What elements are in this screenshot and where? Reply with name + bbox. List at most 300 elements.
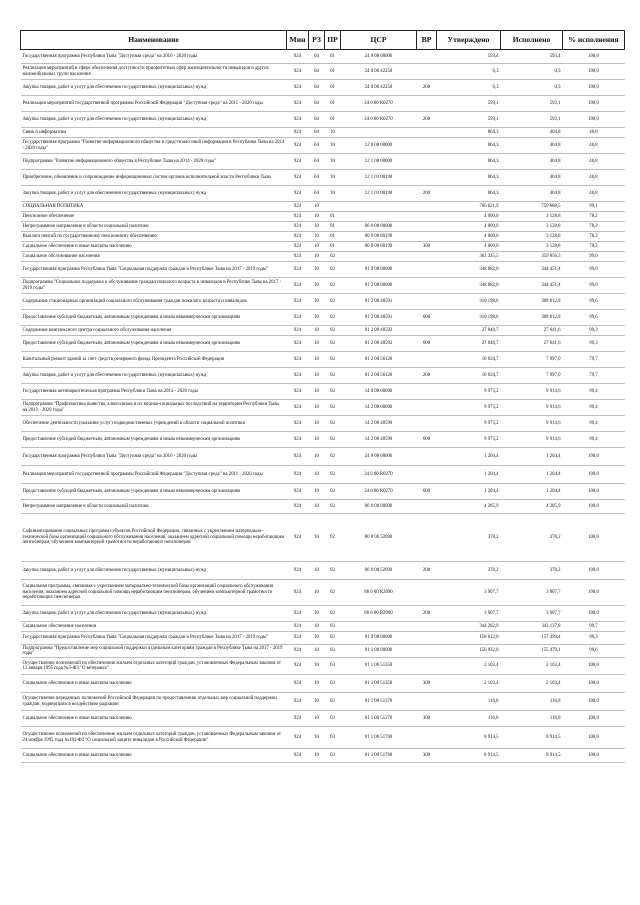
table-row	[21, 622, 625, 632]
row-csr: 01 1 00 51350	[341, 658, 417, 675]
row-csr: 01 1 00 51370	[341, 711, 417, 727]
table-row	[21, 232, 625, 242]
row-executed: 4 285,9	[501, 500, 563, 514]
row-vr	[417, 50, 437, 64]
row-vr	[417, 128, 437, 138]
row-approved: 156 032,0	[437, 645, 501, 658]
row-pr: 02	[325, 466, 341, 484]
row-rz: 10	[309, 562, 325, 580]
row-min: 924	[287, 96, 309, 112]
table-row	[21, 400, 625, 416]
row-executed: 2 103,4	[501, 675, 563, 693]
row-pr: 02	[325, 432, 341, 448]
table-row	[21, 727, 625, 749]
row-name: Содержание стационарных организаций социального обслуживания граждан пожилого возраста и инвалидов	[21, 294, 287, 310]
row-vr: 600	[417, 310, 437, 326]
row-name: Закупка товаров, работ и услуг для обеспечения государственных (муниципальных) нужд	[21, 606, 287, 622]
row-percent: 99,6	[563, 294, 625, 310]
table-row	[21, 80, 625, 96]
table-row	[21, 514, 625, 562]
row-rz: 10	[309, 212, 325, 222]
row-executed: 359 856,3	[501, 252, 563, 262]
row-approved: 344 282,9	[437, 622, 501, 632]
row-approved: 2 103,4	[437, 675, 501, 693]
row-vr: 200	[417, 186, 437, 202]
row-executed: 157 499,4	[501, 632, 563, 645]
row-percent: 100,0	[563, 658, 625, 675]
table-row	[21, 384, 625, 400]
header-rz: РЗ	[309, 31, 325, 50]
table-row	[21, 294, 625, 310]
row-approved: 8 914,5	[437, 727, 501, 749]
row-executed: 9 914,6	[501, 384, 563, 400]
row-executed: 9 914,6	[501, 432, 563, 448]
row-rz: 10	[309, 580, 325, 606]
row-approved: 3 907,7	[437, 606, 501, 622]
row-vr: 300	[417, 711, 437, 727]
row-min: 924	[287, 645, 309, 658]
row-percent: 99,4	[563, 384, 625, 400]
row-executed: 3 128,8	[501, 222, 563, 232]
row-vr	[417, 154, 437, 170]
row-approved: 593,1	[437, 96, 501, 112]
row-pr: 10	[325, 128, 341, 138]
row-vr: 300	[417, 749, 437, 763]
table-row	[21, 352, 625, 368]
table-row	[21, 154, 625, 170]
table-row	[21, 632, 625, 645]
row-vr	[417, 500, 437, 514]
row-rz: 10	[309, 252, 325, 262]
row-csr: 14 2 00 40590	[341, 416, 417, 432]
row-executed: 378,2	[501, 562, 563, 580]
row-percent: 99,3	[563, 632, 625, 645]
row-rz: 10	[309, 416, 325, 432]
row-csr: 01 2 00 40591	[341, 294, 417, 310]
row-rz: 10	[309, 448, 325, 466]
table-row	[21, 64, 625, 80]
row-csr	[341, 212, 417, 222]
row-executed: 3 128,8	[501, 232, 563, 242]
row-min: 924	[287, 128, 309, 138]
row-pr: 01	[325, 112, 341, 128]
header-approved: Утверждено	[437, 31, 501, 50]
row-approved: 116,8	[437, 693, 501, 711]
row-name: Предоставление субсидий бюджетным, автономным учреждениям и иным некоммерческим организациям	[21, 484, 287, 500]
row-vr	[417, 466, 437, 484]
row-csr: 01 2 00 56120	[341, 352, 417, 368]
row-executed: 308 812,8	[501, 294, 563, 310]
row-executed: 9 914,6	[501, 416, 563, 432]
row-executed: 116,8	[501, 693, 563, 711]
row-vr	[417, 278, 437, 294]
table-row	[21, 242, 625, 252]
table-row	[21, 222, 625, 232]
row-rz: 04	[309, 50, 325, 64]
row-rz: 10	[309, 432, 325, 448]
row-approved: 158 612,0	[437, 632, 501, 645]
row-percent: 99,0	[563, 278, 625, 294]
table-row	[21, 50, 625, 64]
row-name: Социальное обслуживание населения	[21, 252, 287, 262]
table-row	[21, 212, 625, 222]
row-csr: 01 1 00 00000	[341, 645, 417, 658]
row-name: Осуществление переданных полномочий Российской Федерации по предоставлению отдельных мер социальной поддержки граждан, подвергшихся воздействию радиации	[21, 693, 287, 711]
row-percent: 100,0	[563, 448, 625, 466]
row-approved: 363 345,5	[437, 252, 501, 262]
row-executed: 404,8	[501, 128, 563, 138]
row-name: Реализация мероприятий в сфере обеспечения доступности приоритетных сфер жизнедеятельности инвалидов и других маломобильных групп населения	[21, 64, 287, 80]
row-executed: 404,8	[501, 154, 563, 170]
row-csr: 01 2 00 40591	[341, 310, 417, 326]
row-min: 924	[287, 484, 309, 500]
row-csr: 24 0 00 42250	[341, 80, 417, 96]
row-name: Государственная программа Республики Тыва "Доступная среда" на 2016 - 2020 годы	[21, 50, 287, 64]
row-min: 924	[287, 278, 309, 294]
row-name: Содержание комплексного центра социального обслуживания населения	[21, 326, 287, 336]
row-name: Социальное обеспечение населения	[21, 622, 287, 632]
table-row	[21, 749, 625, 763]
row-name: Социальное обеспечение и иные выплаты населению	[21, 242, 287, 252]
row-pr: 02	[325, 400, 341, 416]
row-csr: 14 2 00 00000	[341, 400, 417, 416]
row-rz: 10	[309, 400, 325, 416]
row-vr: 200	[417, 368, 437, 384]
row-csr: 86 0 00 80190	[341, 232, 417, 242]
row-percent: 100,0	[563, 484, 625, 500]
row-name: Выплата пенсий по государственному пенсионному обеспечению	[21, 232, 287, 242]
row-percent: 100,0	[563, 514, 625, 562]
row-percent: 99,3	[563, 326, 625, 336]
row-name: СОЦИАЛЬНАЯ ПОЛИТИКА	[21, 202, 287, 212]
row-executed: 593,1	[501, 112, 563, 128]
row-rz: 10	[309, 675, 325, 693]
row-approved: 1 204,4	[437, 466, 501, 484]
row-pr: 01	[325, 212, 341, 222]
row-approved: 4 000,0	[437, 212, 501, 222]
row-executed: 404,8	[501, 186, 563, 202]
row-csr: 01 1 00 51760	[341, 727, 417, 749]
row-rz: 10	[309, 222, 325, 232]
row-name: Осуществление полномочий по обеспечению жильем отдельных категорий граждан, установленных Федеральным законом от 24 ноября 1995 года №181-ФЗ "О социальной защите инвалидов в Российской Федерации"	[21, 727, 287, 749]
row-name: Государственная программа Республики Тыва "Социальная поддержка граждан в Республике Тыва на 2017 - 2019 годы"	[21, 632, 287, 645]
row-approved: 116,8	[437, 711, 501, 727]
row-approved: 4 000,0	[437, 222, 501, 232]
row-csr: 12 1 00 00000	[341, 154, 417, 170]
table-row	[21, 562, 625, 580]
row-rz: 04	[309, 64, 325, 80]
row-executed: 9 914,6	[501, 400, 563, 416]
row-rz: 10	[309, 500, 325, 514]
row-executed: 7 997,0	[501, 368, 563, 384]
row-executed: 0,3	[501, 64, 563, 80]
row-name: Реализация мероприятий государственной программы Российской Федерации "Доступная среда" на 2011 - 2020 годы	[21, 96, 287, 112]
row-percent: 100,0	[563, 562, 625, 580]
row-name: Закупка товаров, работ и услуг для обеспечения государственных (муниципальных) нужд	[21, 112, 287, 128]
row-min: 924	[287, 112, 309, 128]
row-rz: 10	[309, 727, 325, 749]
row-vr	[417, 384, 437, 400]
row-pr: 10	[325, 154, 341, 170]
row-name: Реализация мероприятий государственной программы Российской Федерации "Доступная среда" на 2011 - 2020 годы	[21, 466, 287, 484]
header-vr: ВР	[417, 31, 437, 50]
row-csr	[341, 128, 417, 138]
row-vr	[417, 645, 437, 658]
row-percent: 100,0	[563, 727, 625, 749]
table-row	[21, 432, 625, 448]
table-row	[21, 336, 625, 352]
row-vr	[417, 326, 437, 336]
row-executed: 3 907,7	[501, 606, 563, 622]
row-approved: 864,3	[437, 128, 501, 138]
row-name: Подпрограмма "Развитие информационного общества в Республике Тыва на 2014 - 2020 годы"	[21, 154, 287, 170]
row-csr	[341, 252, 417, 262]
row-csr: 24 0 00 R0270	[341, 484, 417, 500]
row-min: 924	[287, 675, 309, 693]
row-percent: 100,0	[563, 606, 625, 622]
row-percent: 46,8	[563, 154, 625, 170]
row-percent: 78,2	[563, 222, 625, 232]
row-rz: 10	[309, 278, 325, 294]
row-percent: 99,1	[563, 202, 625, 212]
row-rz: 04	[309, 154, 325, 170]
row-pr: 02	[325, 262, 341, 278]
row-vr	[417, 64, 437, 80]
row-rz: 10	[309, 336, 325, 352]
row-pr: 03	[325, 632, 341, 645]
row-pr: 02	[325, 278, 341, 294]
row-percent: 78,2	[563, 242, 625, 252]
table-row	[21, 202, 625, 212]
row-pr: 01	[325, 96, 341, 112]
row-vr	[417, 212, 437, 222]
row-approved: 864,3	[437, 138, 501, 154]
row-min: 924	[287, 500, 309, 514]
table-row	[21, 138, 625, 154]
row-executed: 344 451,4	[501, 262, 563, 278]
row-name: Социальное обеспечение и иные выплаты населению	[21, 711, 287, 727]
table-row	[21, 658, 625, 675]
row-percent: 100,0	[563, 96, 625, 112]
row-min: 924	[287, 138, 309, 154]
table-row	[21, 252, 625, 262]
row-rz: 10	[309, 242, 325, 252]
row-rz: 04	[309, 80, 325, 96]
row-percent: 100,0	[563, 749, 625, 763]
table-row	[21, 675, 625, 693]
row-percent: 99,3	[563, 336, 625, 352]
row-min: 924	[287, 606, 309, 622]
row-name: Непрограммное направление в области социальной политики	[21, 500, 287, 514]
row-rz: 10	[309, 606, 325, 622]
row-pr: 03	[325, 645, 341, 658]
row-name: Государственная программа Республики Тыва "Доступная среда" на 2016 - 2020 годы	[21, 448, 287, 466]
row-name: Подпрограмма "Профилактика пьянства, алкоголизма и их медико-социальных последствий на территории Республики Тыва на 2013 - 2020 годы"	[21, 400, 287, 416]
row-pr: 01	[325, 222, 341, 232]
row-csr: 12 1 03 00190	[341, 170, 417, 186]
row-approved: 10 034,7	[437, 368, 501, 384]
row-percent: 99,4	[563, 432, 625, 448]
row-percent: 100,0	[563, 80, 625, 96]
row-vr	[417, 632, 437, 645]
row-vr: 200	[417, 606, 437, 622]
row-min: 924	[287, 514, 309, 562]
row-name: Закупка товаров, работ и услуг для обеспечения государственных (муниципальных) нужд	[21, 368, 287, 384]
table-row	[21, 170, 625, 186]
row-percent: 100,0	[563, 675, 625, 693]
row-csr: 24 0 00 42250	[341, 64, 417, 80]
row-executed: 1 204,4	[501, 466, 563, 484]
row-percent: 99,0	[563, 262, 625, 278]
row-executed: 759 688,5	[501, 202, 563, 212]
row-name: Непрограммное направление в области социальной политики	[21, 222, 287, 232]
row-approved: 9 973,2	[437, 400, 501, 416]
row-executed: 2 103,4	[501, 658, 563, 675]
row-percent: 46,8	[563, 138, 625, 154]
row-approved: 378,2	[437, 562, 501, 580]
row-percent: 99,6	[563, 645, 625, 658]
row-pr: 02	[325, 384, 341, 400]
row-rz: 10	[309, 632, 325, 645]
row-min: 924	[287, 222, 309, 232]
row-approved: 310 198,6	[437, 294, 501, 310]
row-rz: 10	[309, 202, 325, 212]
row-min: 924	[287, 711, 309, 727]
row-pr: 02	[325, 514, 341, 562]
table-row	[21, 484, 625, 500]
row-executed: 27 641,6	[501, 336, 563, 352]
table-row	[21, 693, 625, 711]
row-approved: 593,1	[437, 112, 501, 128]
row-csr: 86 0 00 R2090	[341, 580, 417, 606]
row-pr: 03	[325, 711, 341, 727]
row-approved: 593,4	[437, 50, 501, 64]
row-vr	[417, 727, 437, 749]
row-percent: 100,0	[563, 466, 625, 484]
row-min: 924	[287, 658, 309, 675]
row-vr: 600	[417, 336, 437, 352]
row-percent: 100,0	[563, 50, 625, 64]
row-min: 924	[287, 562, 309, 580]
row-executed: 344 451,4	[501, 278, 563, 294]
row-name: Закупка товаров, работ и услуг для обеспечения государственных (муниципальных) нужд	[21, 186, 287, 202]
row-executed: 1 204,4	[501, 448, 563, 466]
row-rz: 10	[309, 262, 325, 278]
row-min: 924	[287, 154, 309, 170]
table-row	[21, 448, 625, 466]
row-percent: 100,0	[563, 64, 625, 80]
row-min: 924	[287, 368, 309, 384]
row-rz: 10	[309, 645, 325, 658]
row-name: Социальное обеспечение и иные выплаты населению	[21, 749, 287, 763]
table-row	[21, 500, 625, 514]
row-pr: 03	[325, 727, 341, 749]
row-percent: 100,0	[563, 693, 625, 711]
row-pr: 10	[325, 186, 341, 202]
table-row	[21, 416, 625, 432]
row-pr: 02	[325, 336, 341, 352]
row-pr: 02	[325, 416, 341, 432]
row-min: 924	[287, 352, 309, 368]
row-pr: 02	[325, 310, 341, 326]
row-approved: 1 204,4	[437, 484, 501, 500]
row-percent: 99,4	[563, 400, 625, 416]
row-executed: 343 137,8	[501, 622, 563, 632]
row-min: 924	[287, 212, 309, 222]
row-pr: 03	[325, 622, 341, 632]
row-executed: 8 914,5	[501, 727, 563, 749]
row-pr	[325, 202, 341, 212]
row-min: 924	[287, 252, 309, 262]
row-percent: 78,2	[563, 232, 625, 242]
row-vr	[417, 514, 437, 562]
row-approved: 27 848,7	[437, 336, 501, 352]
row-min: 924	[287, 232, 309, 242]
row-executed: 116,8	[501, 711, 563, 727]
row-rz: 10	[309, 294, 325, 310]
row-min: 924	[287, 262, 309, 278]
row-pr: 10	[325, 170, 341, 186]
row-csr: 14 0 00 00000	[341, 384, 417, 400]
row-vr	[417, 262, 437, 278]
row-name: Государственная программа Республики Тыва "Социальная поддержка граждан в Республике Тыва на 2017 - 2019 годы"	[21, 262, 287, 278]
row-vr	[417, 138, 437, 154]
row-rz: 10	[309, 658, 325, 675]
row-min: 924	[287, 170, 309, 186]
row-pr: 02	[325, 368, 341, 384]
row-csr: 01 2 00 00000	[341, 278, 417, 294]
row-min: 924	[287, 416, 309, 432]
row-name: Связь и информатика	[21, 128, 287, 138]
row-pr: 01	[325, 232, 341, 242]
row-percent: 46,8	[563, 186, 625, 202]
table-row	[21, 96, 625, 112]
row-approved: 864,3	[437, 186, 501, 202]
header-pr: ПР	[325, 31, 341, 50]
table-row	[21, 606, 625, 622]
row-rz: 10	[309, 384, 325, 400]
header-min: Мин	[287, 31, 309, 50]
row-min: 924	[287, 727, 309, 749]
row-min: 924	[287, 448, 309, 466]
row-csr: 01 0 00 00000	[341, 632, 417, 645]
row-csr: 01 2 00 40592	[341, 336, 417, 352]
row-executed: 1 204,4	[501, 484, 563, 500]
row-csr: 01 2 00 56120	[341, 368, 417, 384]
row-percent: 99,6	[563, 310, 625, 326]
row-percent: 79,7	[563, 352, 625, 368]
row-name: Закупка товаров, работ и услуг для обеспечения государственных (муниципальных) нужд	[21, 562, 287, 580]
table-row	[21, 466, 625, 484]
header-name: Наименование	[21, 31, 287, 50]
row-rz: 04	[309, 128, 325, 138]
row-csr: 24 0 00 00000	[341, 448, 417, 466]
header-executed: Исполнено	[501, 31, 563, 50]
row-vr: 600	[417, 432, 437, 448]
row-percent: 99,0	[563, 252, 625, 262]
row-approved: 8 914,5	[437, 749, 501, 763]
row-approved: 864,3	[437, 170, 501, 186]
row-pr: 02	[325, 500, 341, 514]
row-csr: 24 0 00 R0270	[341, 112, 417, 128]
row-csr: 01 0 00 00000	[341, 262, 417, 278]
row-vr	[417, 96, 437, 112]
row-rz: 04	[309, 186, 325, 202]
row-min: 924	[287, 432, 309, 448]
row-pr: 02	[325, 484, 341, 500]
row-min: 924	[287, 749, 309, 763]
row-approved: 10 034,7	[437, 352, 501, 368]
